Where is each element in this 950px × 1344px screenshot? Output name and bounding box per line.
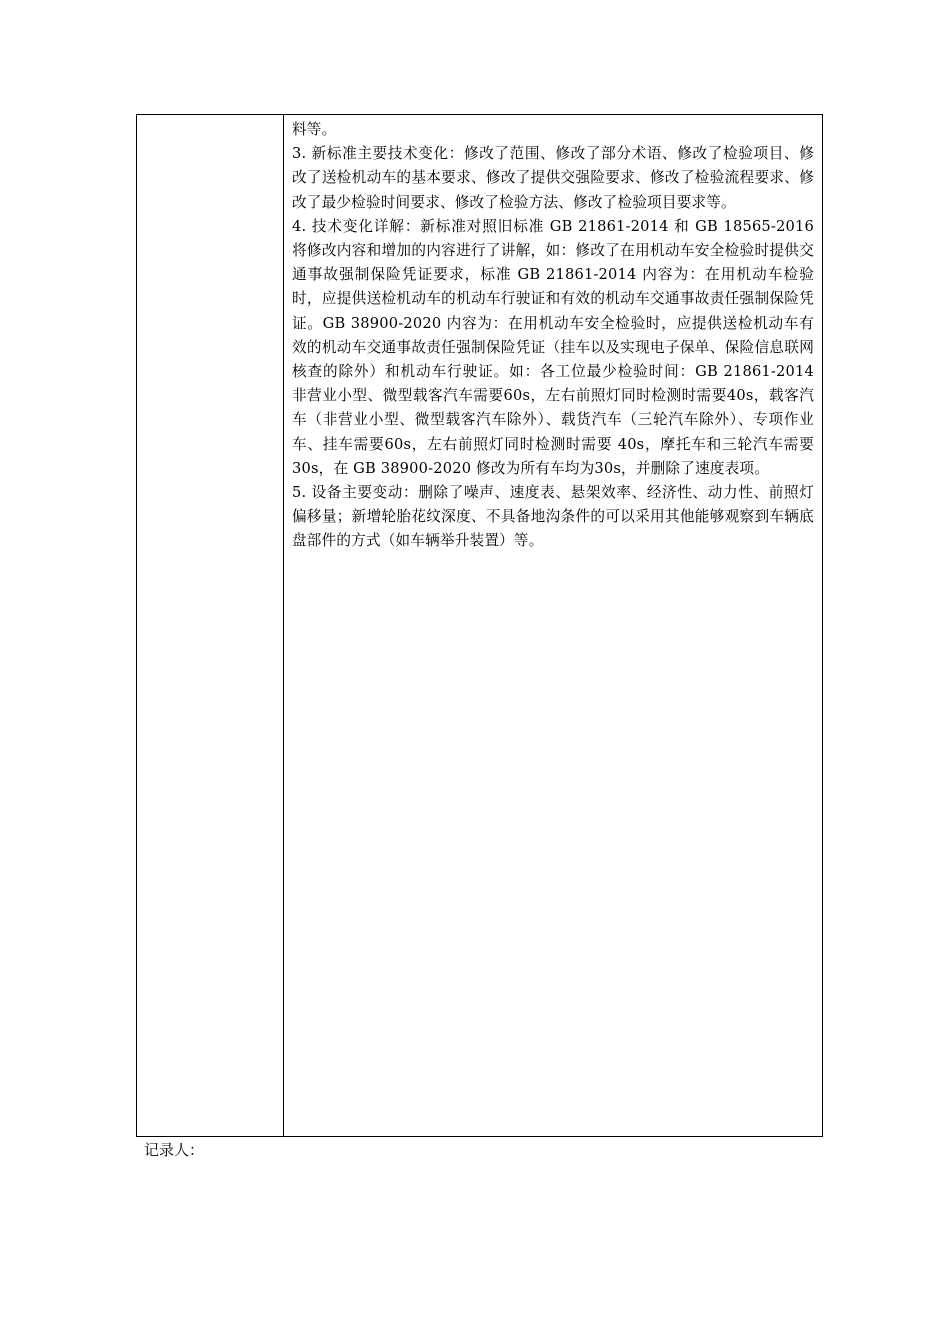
label-cell xyxy=(137,115,284,1136)
content-cell xyxy=(284,115,822,1136)
item-5-text: 5. 设备主要变动：删除了噪声、速度表、悬架效率、经济性、动力性、前照灯偏移量；新增轮胎花纹深度、不具备地沟条件的可以采用其他能够观察到车辆底盘部件的方式（如车辆举升装置）等。 xyxy=(292,484,814,550)
item-3-text: 3. 新标准主要技术变化：修改了范围、修改了部分术语、修改了检验项目、修改了送检机动车的基本要求、修改了提供交强险要求、修改了检验流程要求、修改了最少检验时间要求、修改了检验方法、修改了检验项目要求等。 xyxy=(292,145,814,211)
recorder-label: 记录人： xyxy=(144,1141,205,1159)
continuation-text: 料等。 xyxy=(292,121,337,138)
record-table xyxy=(136,114,823,1137)
item-4-text: 4. 技术变化详解：新标准对照旧标准 GB 21861-2014 和 GB 18565-2016 将修改内容和增加的内容进行了讲解，如：修改了在用机动车安全检验时提供交通事故强制保险凭证要求，标准 GB 21861-2014 内容为：在用机动车检验时，应提供送检机动车的机动车行驶证和有效的机动车交通事故责任强制保险凭证。GB 38900-2020 内容为：在用机动车安全检验时，应提供送检机动车有效的机动车交通事故责任强制保险凭证（挂车以及实现电子保单、保险信息联网核查的除外）和机动车行驶证。如：各工位最少检验时间：GB 21861-2014 非营业小型、微型载客汽车需要60s，左右前照灯同时检测时需要40s，载客汽车（非营业小型、微型载客汽车除外）、载货汽车（三轮汽车除外）、专项作业车、挂车需要60s，左右前照灯同时检测时需要 40s，摩托车和三轮汽车需要 30s，在 GB 38900-2020 修改为所有车均为30s，并删除了速度表项。 xyxy=(292,217,814,477)
